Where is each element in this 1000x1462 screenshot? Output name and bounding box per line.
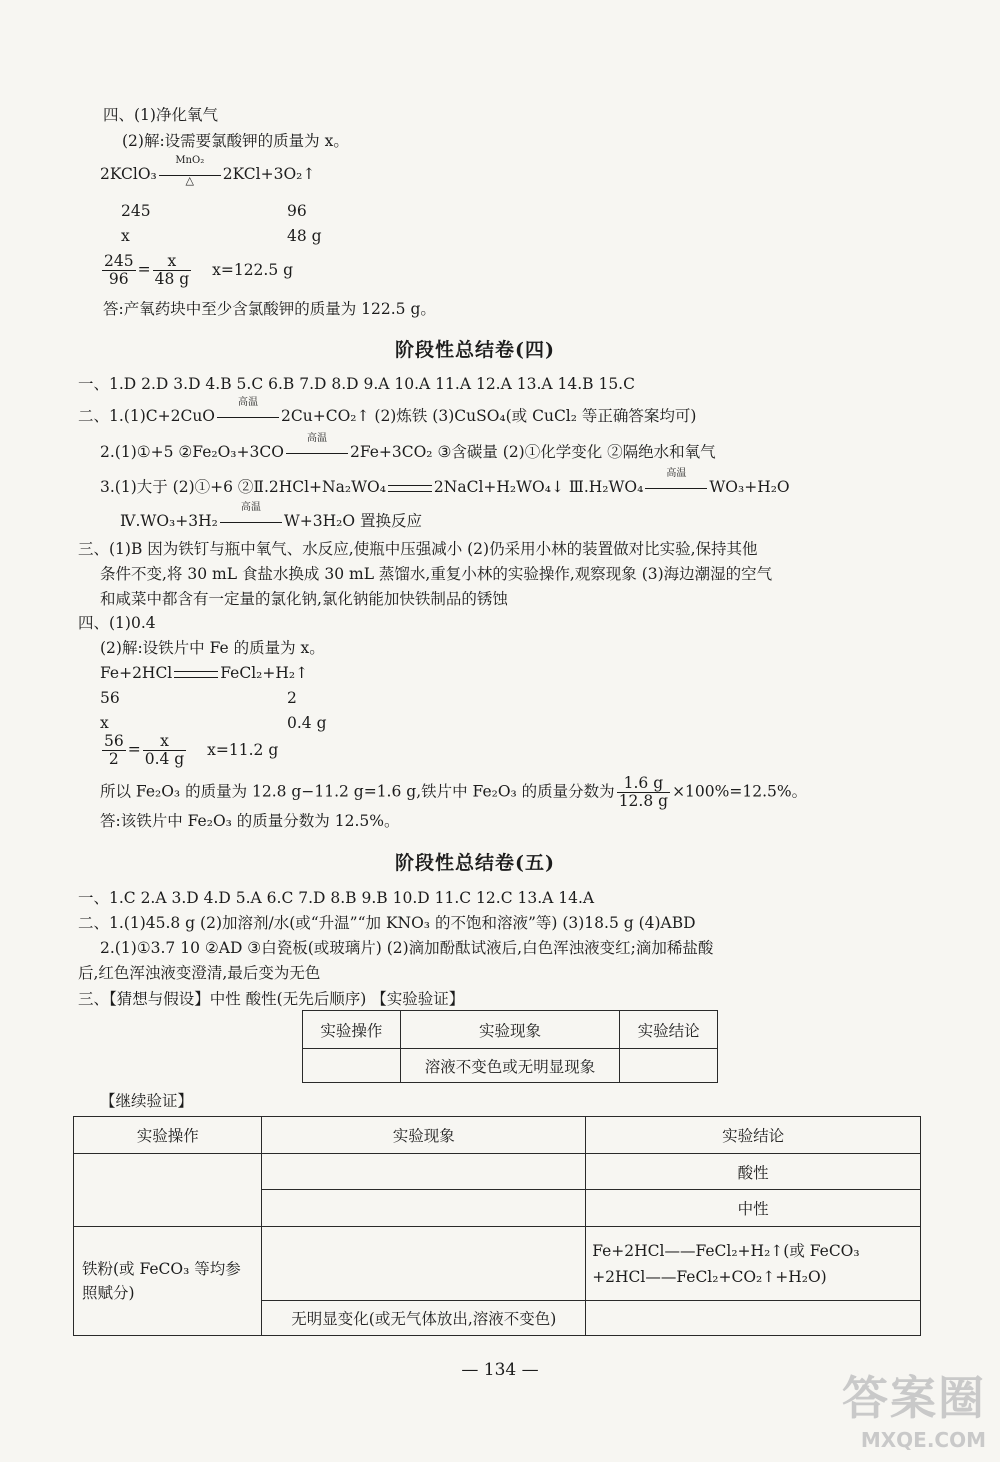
equation-fe-hcl: [100, 662, 308, 684]
part4-line2: (2)解:设铁片中 Fe 的质量为 x。: [100, 639, 325, 657]
result: x=122.5 g: [212, 260, 294, 279]
eq-right: 2KCl+3O₂↑: [222, 165, 316, 183]
table-cell: [262, 1190, 586, 1227]
table-header: 实验操作: [74, 1117, 262, 1154]
table-cell: [74, 1154, 262, 1227]
ratio-value: x: [121, 227, 130, 245]
table-header: 实验现象: [262, 1117, 586, 1154]
ratio-value: x: [100, 714, 109, 732]
ratio-value: 48 g: [287, 227, 322, 245]
cond-high-temp: 高温: [666, 468, 687, 479]
frac-den: 96: [108, 270, 129, 288]
frac-den: 48 g: [154, 270, 190, 288]
table-header: 实验结论: [620, 1011, 718, 1049]
cond-high-temp: 高温: [306, 433, 327, 444]
text-seg: W+3H₂O 置换反应: [283, 512, 422, 530]
q4-part1: 四、(1)净化氧气: [103, 106, 218, 124]
part2-line1: 二、1.(1)45.8 g (2)加溶剂/水(或“升温”“加 KNO₃ 的不饱和溶液”等) (3)18.5 g (4)ABD: [78, 914, 696, 932]
table-cell: [620, 1049, 718, 1083]
frac-num: 245: [104, 252, 134, 270]
answer: 答:产氧药块中至少含氯酸钾的质量为 122.5 g。: [103, 300, 436, 318]
table-cell: [586, 1301, 921, 1336]
part2-line3: 后,红色浑浊液变澄清,最后变为无色: [78, 964, 321, 982]
reaction-line: +2HCl——FeCl₂+CO₂↑+H₂O): [592, 1267, 827, 1286]
cond-high-temp: 高温: [240, 502, 261, 513]
mc-answers: 一、1.D 2.D 3.D 4.B 5.C 6.B 7.D 8.D 9.A 10.A 11.A 12.A 13.A 14.B 15.C: [78, 375, 635, 393]
verification-table: [302, 1010, 718, 1083]
text-seg: Ⅳ.WO₃+3H₂: [120, 512, 218, 530]
table-cell: [303, 1049, 401, 1083]
part4-line1: 四、(1)0.4: [78, 614, 156, 632]
text-seg: 2Cu+CO₂↑ (2)炼铁 (3)CuSO₄(或 CuCl₂ 等正确答案均可): [281, 407, 697, 425]
table-header: 实验结论: [586, 1117, 921, 1154]
part3-line2: 条件不变,将 30 mL 食盐水换成 30 mL 蒸馏水,重复小林的实验操作,观察现象 (3)海边潮湿的空气: [100, 565, 773, 583]
table-cell: [262, 1227, 586, 1301]
part2-line2: 2.(1)①3.7 10 ②AD ③白瓷板(或玻璃片) (2)滴加酚酞试液后,白色浑浊液变红;滴加稀盐酸: [100, 939, 714, 957]
answer: 答:该铁片中 Fe₂O₃ 的质量分数为 12.5%。: [100, 812, 400, 830]
frac-num: 56: [104, 732, 124, 750]
frac-den: 2: [108, 750, 119, 768]
table-cell: 铁粉(或 FeCO₃ 等均参照赋分): [74, 1227, 262, 1336]
table-cell: 酸性: [586, 1154, 921, 1190]
part3-line1: 三、【猜想与假设】中性 酸性(无先后顺序) 【实验验证】: [78, 990, 465, 1008]
ratio-value: 245: [121, 202, 151, 220]
part2-line4: [120, 502, 422, 532]
part2-line2: [100, 433, 716, 463]
reaction-line: Fe+2HCl——FeCl₂+H₂↑(或 FeCO₃: [592, 1241, 860, 1260]
frac-num: 1.6 g: [617, 775, 670, 793]
text-seg: FeCl₂+H₂↑: [220, 664, 309, 682]
ratio-value: 0.4 g: [287, 714, 327, 732]
result: x=11.2 g: [207, 740, 279, 759]
text-seg: WO₃+H₂O: [709, 478, 790, 496]
text-seg: 2NaCl+H₂WO₄↓ Ⅲ.H₂WO₄: [433, 478, 644, 496]
continue-verification-label: 【继续验证】: [100, 1092, 194, 1110]
section-title: 阶段性总结卷(五): [395, 852, 555, 874]
watermark: [842, 1362, 986, 1452]
table-cell: 无明显变化(或无气体放出,溶液不变色): [262, 1301, 586, 1336]
watermark-logo: 答案圈: [842, 1371, 986, 1425]
text-seg: 2Fe+3CO₂ ③含碳量 (2)①化学变化 ②隔绝水和氧气: [349, 443, 716, 461]
eq-heat: △: [185, 174, 194, 187]
table-cell: [262, 1154, 586, 1190]
table-cell: 溶液不变色或无明显现象: [400, 1049, 619, 1083]
part3-line3: 和咸菜中都含有一定量的氯化钠,氯化钠能加快铁制品的锈蚀: [100, 590, 508, 608]
frac-num: x: [153, 253, 192, 271]
table-cell: 中性: [586, 1190, 921, 1227]
ratio-value: 56: [100, 689, 120, 707]
proportion-line: $\frac{245}{96}$ = $\frac{x}{48 g}$ x=122.5 g: [104, 252, 294, 288]
text-seg: Fe+2HCl: [100, 664, 173, 682]
cond-high-temp: 高温: [238, 397, 259, 408]
page-number: — 134 —: [461, 1360, 539, 1380]
eq-left: 2KClO₃: [100, 165, 157, 183]
mc-answers: 一、1.C 2.A 3.D 4.D 5.A 6.C 7.D 8.B 9.B 10.D 11.C 12.C 13.A 14.A: [78, 889, 595, 907]
watermark-url: MXQE.COM: [860, 1428, 986, 1452]
part2-line1: [78, 397, 697, 427]
eq-catalyst: MnO₂: [175, 155, 205, 166]
mass-fraction-line: [100, 775, 807, 810]
text-seg: 所以 Fe₂O₃ 的质量为 12.8 g−11.2 g=1.6 g,铁片中 Fe₂O₃ 的质量分数为: [100, 782, 615, 801]
text-seg: 2.(1)①+5 ②Fe₂O₃+3CO: [100, 443, 284, 461]
continue-verification-table: [73, 1116, 921, 1336]
text-seg: ×100%=12.5%。: [672, 782, 808, 801]
ratio-value: 96: [287, 202, 307, 220]
frac-den: 12.8 g: [618, 792, 669, 810]
text-seg: 3.(1)大于 (2)①+6 ②Ⅱ.2HCl+Na₂WO₄: [100, 478, 386, 496]
table-header: 实验操作: [303, 1011, 401, 1049]
table-header: 实验现象: [400, 1011, 619, 1049]
table-cell: [586, 1227, 921, 1301]
text-seg: 二、1.(1)C+2CuO: [78, 407, 216, 425]
ratio-value: 2: [287, 689, 297, 707]
frac-num: x: [143, 733, 187, 751]
q4-part2: (2)解:设需要氯酸钾的质量为 x。: [122, 132, 349, 150]
frac-den: 0.4 g: [144, 750, 185, 768]
section-title: 阶段性总结卷(四): [395, 339, 555, 361]
part2-line3: [100, 468, 790, 498]
part3-line1: 三、(1)B 因为铁钉与瓶中氧气、水反应,使瓶中压强减小 (2)仍采用小林的装置做对比实验,保持其他: [78, 540, 758, 558]
equation-kclo3: [100, 155, 316, 187]
proportion-line: $\frac{56}{2}$ = $\frac{x}{0.4 g}$ x=11.2 g: [104, 732, 279, 768]
